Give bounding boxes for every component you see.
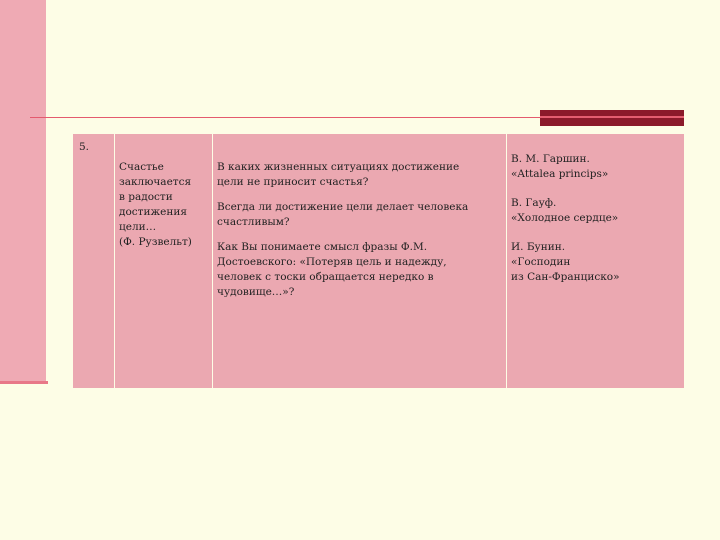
literary-work-item: В. Гауф. «Холодное сердце» [511, 197, 619, 224]
question-item: В каких жизненных ситуациях достижение цели не приносит счастья? [217, 161, 460, 188]
works-cell [507, 134, 685, 389]
quote-cell [115, 134, 213, 389]
number-cell [73, 134, 115, 389]
questions-cell [213, 134, 507, 389]
question-item: Как Вы понимаете смысл фразы Ф.М. Достоевского: «Потеряв цель и надежду, человек с тоски обращается нередко в чудовище…»? [217, 241, 447, 298]
left-decor-strip [0, 0, 46, 382]
content-table [72, 133, 685, 389]
table-row [73, 134, 685, 389]
epigraph-quote: Счастье заключается в радости достижения цели… (Ф. Рузвельт) [119, 161, 192, 248]
left-decor-underline [0, 381, 48, 384]
literary-work-item: В. М. Гаршин. «Attalea princips» [511, 153, 609, 180]
accent-block [540, 110, 684, 126]
row-number: 5. [79, 141, 90, 153]
question-item: Всегда ли достижение цели делает человека счастливым? [217, 201, 469, 228]
literary-work-item: И. Бунин. «Господин из Сан-Франциско» [511, 241, 620, 283]
